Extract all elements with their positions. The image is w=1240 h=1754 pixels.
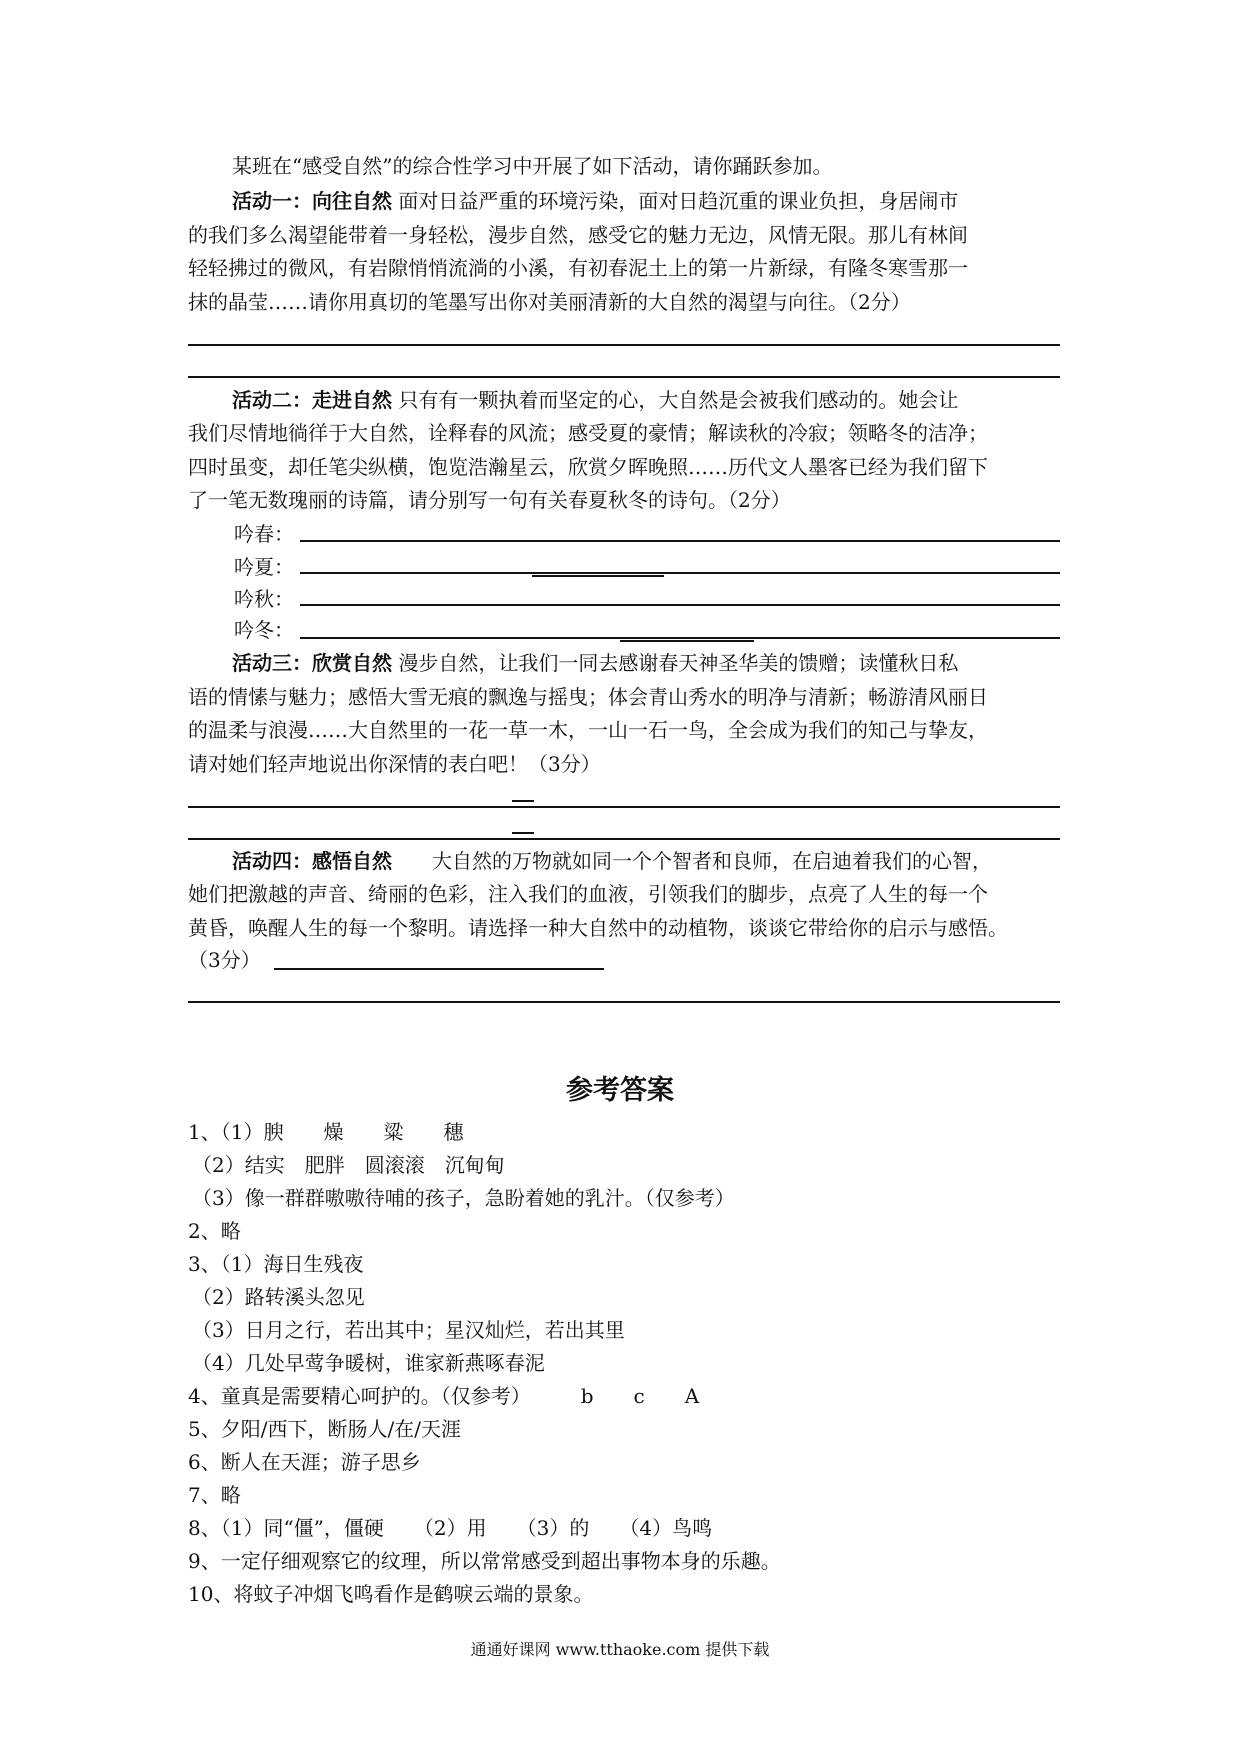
activity-1-title: 活动一：向往自然 — [232, 189, 392, 213]
underline-mark — [512, 800, 534, 802]
autumn-answer-line[interactable] — [300, 604, 1060, 606]
answer-item: 4、童真是需要精心呵护的。（仅参考） b c A — [188, 1384, 700, 1408]
spring-answer-line[interactable] — [300, 540, 1060, 542]
answer-line[interactable] — [188, 376, 1060, 378]
summer-answer-line[interactable] — [300, 572, 1060, 574]
activity-4-line-1: 活动四：感悟自然 大自然的万物就如同一个个智者和良师，在启迪着我们的心智， — [232, 849, 992, 873]
answer-item: （4）几处早莺争暖树，谁家新燕啄春泥 — [192, 1351, 545, 1375]
season-label-autumn: 吟秋： — [234, 587, 294, 611]
activity-3-line-2: 语的情愫与魅力；感悟大雪无痕的飘逸与摇曳；体会青山秀水的明净与清新；畅游清风丽日 — [188, 685, 988, 709]
underline-mark — [512, 832, 534, 834]
activity-4-line-3: 黄昏，唤醒人生的每一个黎明。请选择一种大自然中的动植物，谈谈它带给你的启示与感悟。 — [188, 916, 1008, 940]
activity-1-line-2: 的我们多么渴望能带着一身轻松，漫步自然，感受它的魅力无边，风情无限。那儿有林间 — [188, 223, 968, 247]
season-label-summer: 吟夏： — [234, 555, 294, 579]
activity-4-inline-answer-line[interactable] — [274, 968, 604, 970]
activity-3-line-1: 活动三：欣赏自然 漫步自然，让我们一同去感谢春天神圣华美的馈赠；读懂秋日私 — [232, 651, 959, 675]
answer-item: 6、断人在天涯；游子思乡 — [188, 1450, 421, 1474]
winter-answer-line[interactable] — [300, 637, 1060, 639]
answer-item: （2）结实 肥胖 圆滚滚 沉甸甸 — [192, 1153, 505, 1177]
answer-line[interactable] — [188, 838, 1060, 840]
answer-item: 1、（1）腴 燥 粱 穗 — [188, 1120, 464, 1144]
activity-4-title: 活动四：感悟自然 — [232, 849, 392, 873]
answer-line[interactable] — [188, 806, 1060, 808]
answer-item: 2、略 — [188, 1219, 241, 1243]
activity-3-line-3: 的温柔与浪漫……大自然里的一花一草一木，一山一石一鸟，全会成为我们的知己与挚友， — [188, 718, 988, 742]
answer-line[interactable] — [188, 344, 1060, 346]
answer-item: 5、夕阳/西下，断肠人/在/天涯 — [188, 1417, 461, 1441]
underline-mark — [620, 640, 754, 642]
answer-item: 7、略 — [188, 1483, 241, 1507]
answer-item: 9、一定仔细观察它的纹理，所以常常感受到超出事物本身的乐趣。 — [188, 1549, 781, 1573]
answers-heading: 参考答案 — [566, 1075, 674, 1106]
answer-item: 10、将蚊子冲烟飞鸣看作是鹤唳云端的景象。 — [188, 1582, 594, 1606]
answer-line[interactable] — [188, 1001, 1060, 1003]
activity-3-title: 活动三：欣赏自然 — [232, 651, 392, 675]
activity-4-line-4: （3分） — [188, 948, 261, 972]
activity-2-title: 活动二：走进自然 — [232, 388, 392, 412]
answer-item: （3）日月之行，若出其中；星汉灿烂，若出其里 — [192, 1318, 625, 1342]
activity-3-line-4: 请对她们轻声地说出你深情的表白吧！（3分） — [188, 752, 601, 776]
activity-2-line-1: 活动二：走进自然 只有有一颗执着而坚定的心，大自然是会被我们感动的。她会让 — [232, 388, 959, 412]
season-label-spring: 吟春： — [234, 522, 294, 546]
activity-4-line-2: 她们把激越的声音、绮丽的色彩，注入我们的血液，引领我们的脚步，点亮了人生的每一个 — [188, 882, 988, 906]
answer-item: 8、（1）同“僵”，僵硬 （2）用 （3）的 （4）鸟鸣 — [188, 1516, 713, 1540]
activity-2-line-2: 我们尽情地徜徉于大自然，诠释春的风流；感受夏的豪情；解读秋的冷寂；领略冬的洁净； — [188, 421, 988, 445]
intro-text: 某班在“感受自然”的综合性学习中开展了如下活动，请你踊跃参加。 — [232, 154, 833, 178]
activity-1-line-3: 轻轻拂过的微风，有岩隙悄悄流淌的小溪，有初春泥土上的第一片新绿，有隆冬寒雪那一 — [188, 256, 968, 280]
activity-2-line-4: 了一笔无数瑰丽的诗篇，请分别写一句有关春夏秋冬的诗句。（2分） — [188, 488, 791, 512]
footer-credit: 通通好课网 www.tthaoke.com 提供下载 — [470, 1640, 770, 1659]
answer-item: （3）像一群群嗷嗷待哺的孩子，急盼着她的乳汁。（仅参考） — [192, 1186, 735, 1210]
answer-item: 3、（1）海日生残夜 — [188, 1252, 364, 1276]
answer-item: （2）路转溪头忽见 — [192, 1285, 365, 1309]
underline-mark — [532, 575, 664, 577]
activity-1-line-4: 抹的晶莹……请你用真切的笔墨写出你对美丽清新的大自然的渴望与向往。（2分） — [188, 290, 911, 314]
activity-2-line-3: 四时虽变，却任笔尖纵横，饱览浩瀚星云，欣赏夕晖晚照……历代文人墨客已经为我们留下 — [188, 455, 988, 479]
season-label-winter: 吟冬： — [234, 618, 294, 642]
activity-1-line-1: 活动一：向往自然 面对日益严重的环境污染，面对日趋沉重的课业负担，身居闹市 — [232, 189, 959, 213]
